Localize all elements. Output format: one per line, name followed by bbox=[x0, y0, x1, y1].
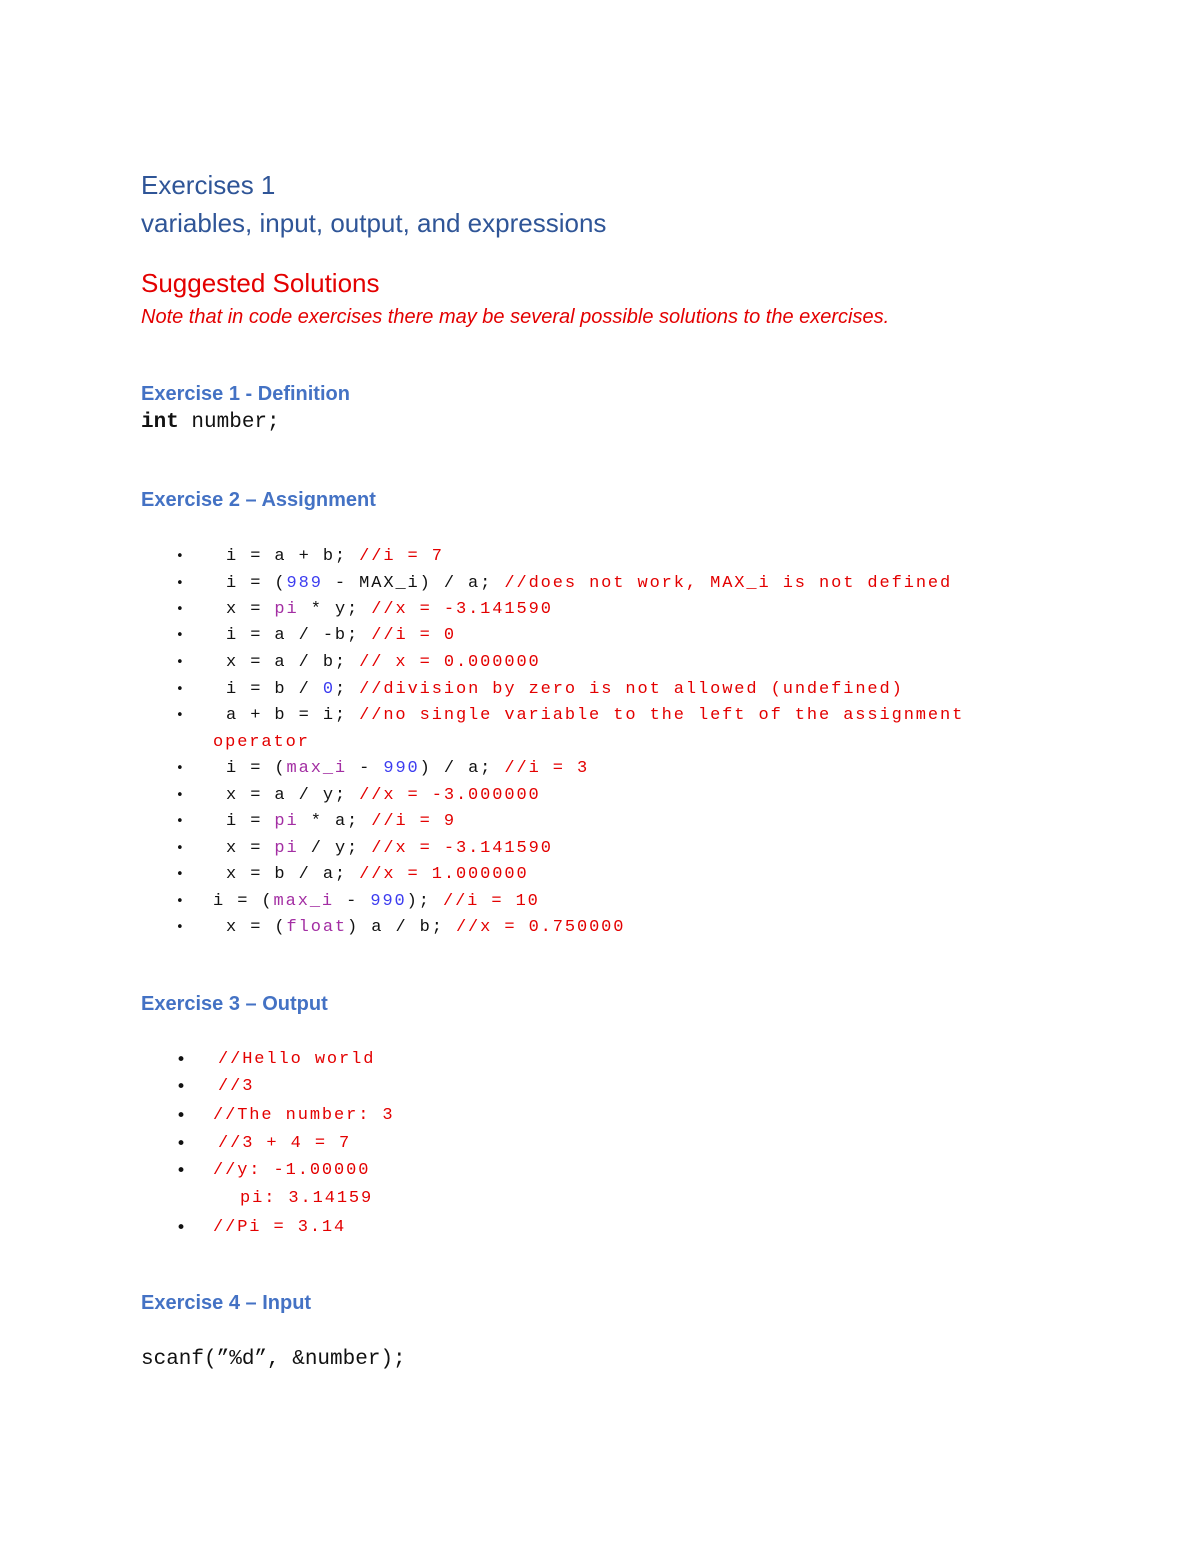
code-comment: //i = 7 bbox=[359, 547, 444, 566]
code-comment: //3 bbox=[218, 1077, 255, 1096]
code-comment: //x = -3.000000 bbox=[359, 786, 541, 805]
code-text: i = ( bbox=[213, 892, 274, 911]
bullet-icon: • bbox=[176, 602, 184, 617]
code-text: x = ( bbox=[226, 918, 287, 937]
code-comment: //does not work, MAX_i is not defined bbox=[504, 574, 953, 593]
code-comment: //x = 1.000000 bbox=[359, 865, 529, 884]
bullet-icon: • bbox=[176, 708, 184, 723]
code-text: i = a + b; bbox=[226, 547, 360, 566]
code-keyword: int bbox=[141, 411, 179, 434]
code-number: 0 bbox=[322, 680, 335, 699]
code-comment: //i = 0 bbox=[371, 626, 456, 645]
exercise-1-code bbox=[141, 411, 280, 434]
solutions-title: Suggested Solutions bbox=[141, 268, 380, 298]
code-identifier: pi bbox=[274, 839, 299, 858]
bullet-icon: • bbox=[176, 814, 184, 829]
bullet-icon: • bbox=[176, 1077, 187, 1097]
code-text: number; bbox=[178, 411, 280, 434]
code-text: * y; bbox=[298, 600, 372, 619]
bullet-icon: • bbox=[176, 841, 184, 856]
code-number: 990 bbox=[383, 759, 420, 778]
code-text: - MAX_i) / a; bbox=[322, 574, 505, 593]
code-comment: //The number: 3 bbox=[213, 1106, 395, 1125]
code-comment: //i = 9 bbox=[371, 812, 456, 831]
bullet-icon: • bbox=[176, 628, 184, 643]
code-comment: //y: -1.00000 bbox=[213, 1161, 371, 1180]
bullet-icon: • bbox=[176, 1218, 187, 1238]
code-text: x = bbox=[226, 600, 275, 619]
code-comment: //i = 3 bbox=[504, 759, 590, 778]
document-title: Exercises 1 bbox=[141, 170, 276, 200]
code-comment: //Hello world bbox=[218, 1050, 376, 1069]
exercise-4-heading: Exercise 4 – Input bbox=[141, 1292, 312, 1314]
code-comment: //no single variable to the left of the assignment bbox=[359, 706, 965, 725]
code-comment: //division by zero is not allowed (undefined) bbox=[359, 680, 904, 699]
code-number: 990 bbox=[370, 892, 407, 911]
code-comment: //x = -3.141590 bbox=[371, 600, 553, 619]
code-text: x = bbox=[226, 839, 275, 858]
code-text: i = b / bbox=[226, 680, 323, 699]
bullet-icon: • bbox=[176, 894, 184, 909]
code-text: ) a / b; bbox=[347, 918, 456, 937]
code-text: / y; bbox=[298, 839, 372, 858]
bullet-icon: • bbox=[176, 1134, 187, 1154]
code-text: i = ( bbox=[226, 574, 287, 593]
code-comment: //x = 0.750000 bbox=[455, 918, 626, 937]
code-text: ; bbox=[334, 680, 360, 699]
code-comment: //Pi = 3.14 bbox=[213, 1218, 347, 1237]
bullet-icon: • bbox=[176, 867, 184, 882]
code-text: x = a / b; bbox=[226, 653, 360, 672]
code-identifier: float bbox=[286, 918, 348, 937]
code-text: x = b / a; bbox=[226, 865, 360, 884]
bullet-icon: • bbox=[176, 788, 184, 803]
code-text: x = a / y; bbox=[226, 786, 360, 805]
bullet-icon: • bbox=[176, 1050, 187, 1070]
code-text: ); bbox=[406, 892, 443, 911]
code-comment: // x = 0.000000 bbox=[359, 653, 541, 672]
bullet-icon: • bbox=[176, 576, 184, 591]
solutions-note: Note that in code exercises there may be several possible solutions to the exercises. bbox=[141, 306, 890, 328]
exercise-2-heading: Exercise 2 – Assignment bbox=[141, 489, 376, 511]
code-comment: operator bbox=[213, 733, 310, 752]
code-comment: //x = -3.141590 bbox=[371, 839, 553, 858]
code-text: i = ( bbox=[226, 759, 287, 778]
bullet-icon: • bbox=[176, 682, 184, 697]
exercise-3-heading: Exercise 3 – Output bbox=[141, 993, 328, 1015]
code-text: i = bbox=[226, 812, 275, 831]
bullet-icon: • bbox=[176, 655, 184, 670]
code-comment: pi: 3.14159 bbox=[240, 1189, 374, 1208]
code-identifier: pi bbox=[274, 600, 299, 619]
code-identifier: max_i bbox=[286, 759, 348, 778]
bullet-icon: • bbox=[176, 920, 184, 935]
exercise-1-heading: Exercise 1 - Definition bbox=[141, 383, 350, 405]
code-text: - bbox=[347, 759, 384, 778]
code-text: a + b = i; bbox=[226, 706, 360, 725]
bullet-icon: • bbox=[176, 1106, 187, 1126]
code-identifier: max_i bbox=[273, 892, 335, 911]
bullet-icon: • bbox=[176, 761, 184, 776]
code-text: * a; bbox=[298, 812, 372, 831]
code-comment: //i = 10 bbox=[442, 892, 540, 911]
code-text: i = a / -b; bbox=[226, 626, 372, 645]
code-number: 989 bbox=[286, 574, 323, 593]
code-comment: //3 + 4 = 7 bbox=[218, 1134, 352, 1153]
code-identifier: pi bbox=[274, 812, 299, 831]
code-text: ) / a; bbox=[419, 759, 505, 778]
bullet-icon: • bbox=[176, 1161, 187, 1181]
document-subtitle: variables, input, output, and expressions bbox=[141, 208, 607, 238]
exercise-4-code: scanf(”%d”, &number); bbox=[141, 1348, 406, 1371]
bullet-icon: • bbox=[176, 549, 184, 564]
code-text: - bbox=[334, 892, 371, 911]
